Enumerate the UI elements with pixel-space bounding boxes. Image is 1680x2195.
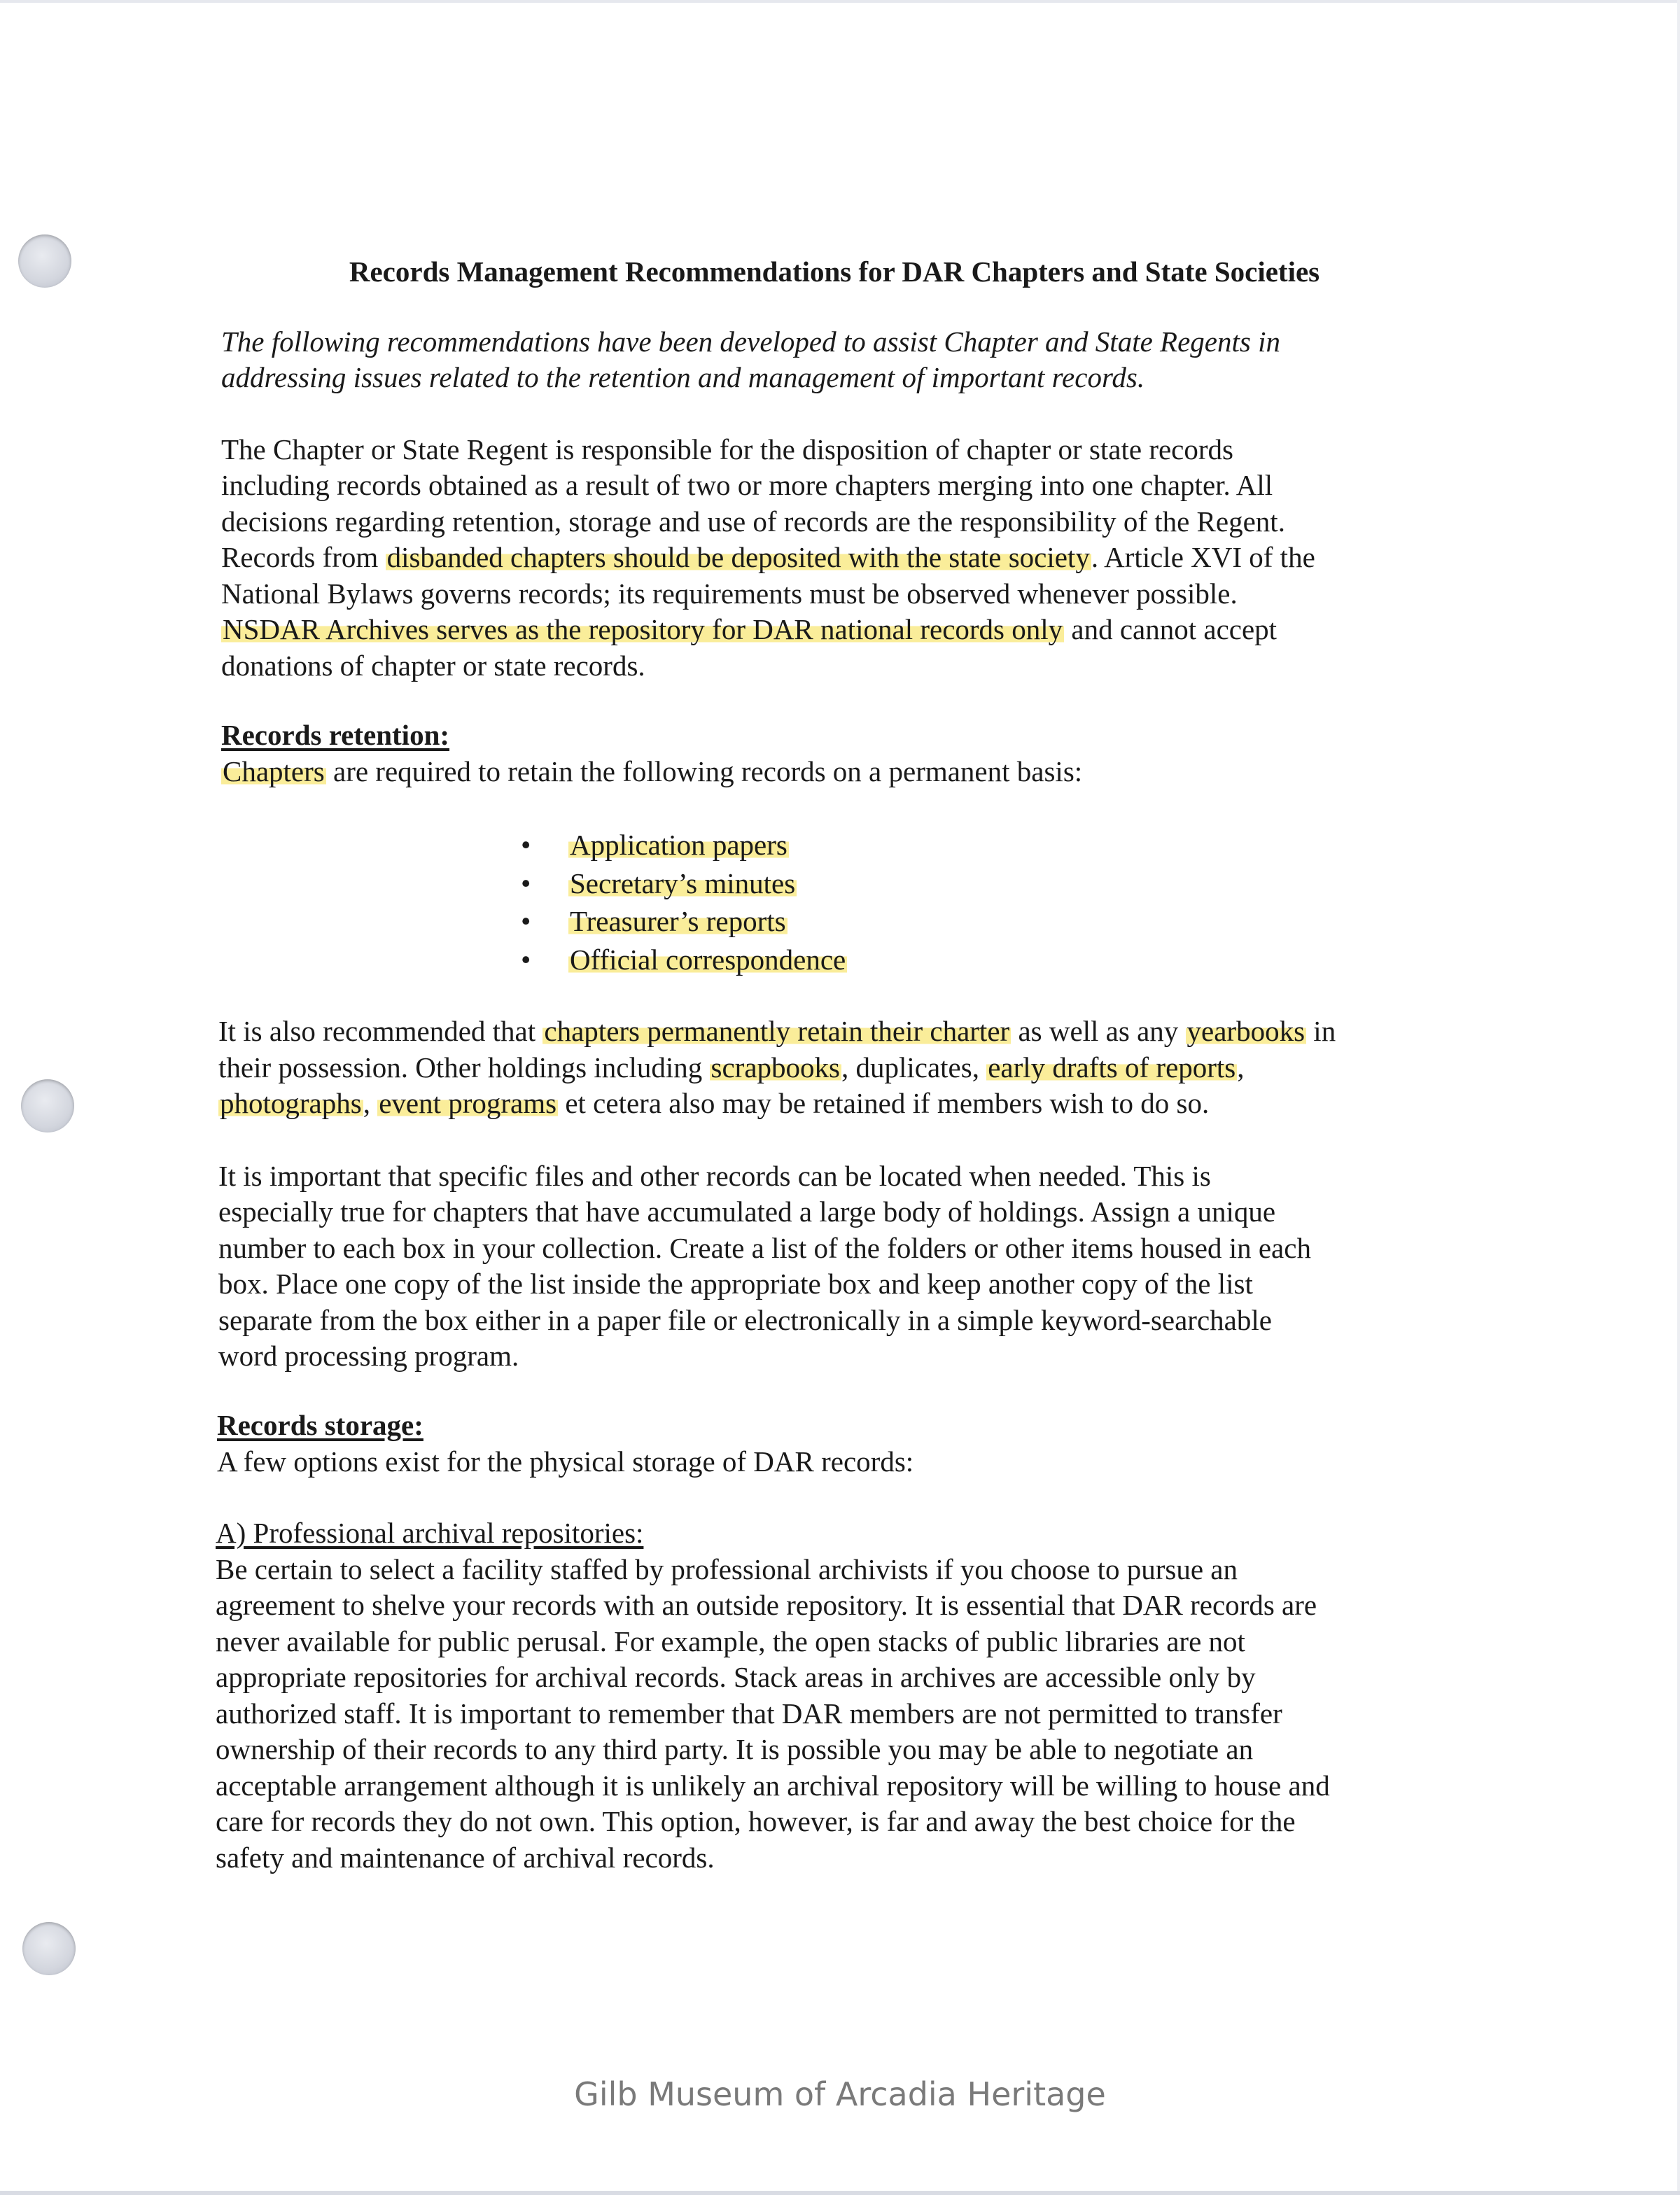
text-segment: et cetera also may be retained if members wish to do so. bbox=[558, 1087, 1210, 1119]
heading-records-storage: Records storage: bbox=[217, 1409, 424, 1441]
heading-professional-archival-repositories: A) Professional archival repositories: bbox=[216, 1517, 644, 1549]
text-segment: . Article XVI of the bbox=[1091, 541, 1315, 573]
highlighted-phrase: disbanded chapters should be deposited with the state society bbox=[386, 541, 1090, 573]
list-item bbox=[518, 826, 847, 864]
paragraph-line bbox=[221, 612, 1277, 648]
paragraph-line bbox=[218, 1050, 1245, 1086]
highlighted-phrase: photographs bbox=[220, 1087, 362, 1119]
list-item-label: Treasurer’s reports bbox=[570, 905, 786, 937]
highlighted-phrase: NSDAR Archives serves as the repository for DAR national records only bbox=[223, 613, 1063, 645]
paragraph-line: appropriate repositories for archival records. Stack areas in archives are accessible only by bbox=[216, 1661, 1256, 1693]
highlighted-phrase: early drafts of reports bbox=[988, 1051, 1236, 1084]
intro-line-1: The following recommendations have been developed to assist Chapter and State Regents in bbox=[221, 325, 1280, 358]
paragraph-line: National Bylaws governs records; its requirements must be observed whenever possible. bbox=[221, 577, 1238, 610]
document-title: Records Management Recommendations for DAR Chapters and State Societies bbox=[349, 255, 1320, 288]
paragraph-line: acceptable arrangement although it is unlikely an archival repository will be willing to house and bbox=[216, 1769, 1330, 1802]
punch-hole-bottom bbox=[22, 1922, 76, 1975]
scan-edge-bottom bbox=[0, 2191, 1680, 2195]
highlighted-phrase: Chapters bbox=[223, 755, 325, 787]
list-item bbox=[518, 902, 847, 941]
storage-intro: A few options exist for the physical storage of DAR records: bbox=[217, 1445, 914, 1478]
list-item-label: Secretary’s minutes bbox=[570, 867, 796, 899]
paragraph-line: never available for public perusal. For example, the open stacks of public libraries are not bbox=[216, 1625, 1245, 1657]
paragraph-line bbox=[218, 1014, 1336, 1050]
text-segment: Records from bbox=[221, 541, 386, 573]
text-segment: their possession. Other holdings including bbox=[218, 1051, 710, 1084]
list-item-label: Application papers bbox=[570, 829, 788, 861]
paragraph-line: especially true for chapters that have accumulated a large body of holdings. Assign a unique bbox=[218, 1195, 1276, 1228]
list-item bbox=[518, 941, 847, 979]
paragraph-line: separate from the box either in a paper file or electronically in a simple keyword-searchable bbox=[218, 1304, 1272, 1336]
paragraph-line bbox=[218, 1086, 1209, 1122]
paragraph-line: care for records they do not own. This option, however, is far and away the best choice for the bbox=[216, 1805, 1296, 1837]
paragraph-line: authorized staff. It is important to remember that DAR members are not permitted to transfer bbox=[216, 1697, 1282, 1730]
paragraph-line: safety and maintenance of archival records. bbox=[216, 1842, 715, 1874]
list-item-label: Official correspondence bbox=[570, 943, 846, 976]
paragraph-line: It is important that specific files and other records can be located when needed. This is bbox=[218, 1160, 1211, 1192]
paragraph-line: donations of chapter or state records. bbox=[221, 650, 645, 682]
scan-edge-top bbox=[0, 0, 1680, 3]
paragraph-line bbox=[221, 540, 1315, 576]
paragraph-line: The Chapter or State Regent is responsible for the disposition of chapter or state records bbox=[221, 433, 1233, 465]
highlighted-phrase: chapters permanently retain their charter bbox=[544, 1015, 1010, 1047]
text-segment: as well as any bbox=[1011, 1015, 1186, 1047]
heading-records-retention: Records retention: bbox=[221, 719, 450, 751]
paragraph-line: Be certain to select a facility staffed by professional archivists if you choose to pursue an bbox=[216, 1553, 1238, 1585]
intro-line-2: addressing issues related to the retention and management of important records. bbox=[221, 361, 1145, 393]
text-segment: in bbox=[1306, 1015, 1336, 1047]
footer-attribution: Gilb Museum of Arcadia Heritage bbox=[574, 2075, 1106, 2113]
highlighted-phrase: yearbooks bbox=[1186, 1015, 1306, 1047]
paragraph-line: including records obtained as a result of two or more chapters merging into one chapter. All bbox=[221, 469, 1273, 501]
paragraph-line: decisions regarding retention, storage and use of records are the responsibility of the Regent. bbox=[221, 505, 1285, 538]
punch-hole-middle bbox=[21, 1079, 74, 1132]
text-segment: , bbox=[363, 1087, 378, 1119]
text-segment: are required to retain the following records on a permanent basis: bbox=[326, 755, 1083, 787]
paragraph-line: ownership of their records to any third party. It is possible you may be able to negotiate an bbox=[216, 1733, 1254, 1765]
retention-intro bbox=[221, 754, 1082, 790]
highlighted-phrase: scrapbooks bbox=[710, 1051, 840, 1084]
paragraph-line: word processing program. bbox=[218, 1340, 519, 1372]
text-segment: and cannot accept bbox=[1064, 613, 1278, 645]
text-segment: , bbox=[1237, 1051, 1245, 1084]
text-segment: , duplicates, bbox=[841, 1051, 987, 1084]
paragraph-line: box. Place one copy of the list inside the appropriate box and keep another copy of the list bbox=[218, 1268, 1253, 1300]
scan-edge-right bbox=[1677, 0, 1680, 2195]
list-item bbox=[518, 864, 847, 903]
highlighted-phrase: event programs bbox=[379, 1087, 557, 1119]
text-segment: It is also recommended that bbox=[218, 1015, 543, 1047]
paragraph-line: agreement to shelve your records with an outside repository. It is essential that DAR records are bbox=[216, 1589, 1317, 1621]
retention-list bbox=[518, 826, 847, 979]
paragraph-line: number to each box in your collection. Create a list of the folders or other items housed in each bbox=[218, 1232, 1311, 1264]
